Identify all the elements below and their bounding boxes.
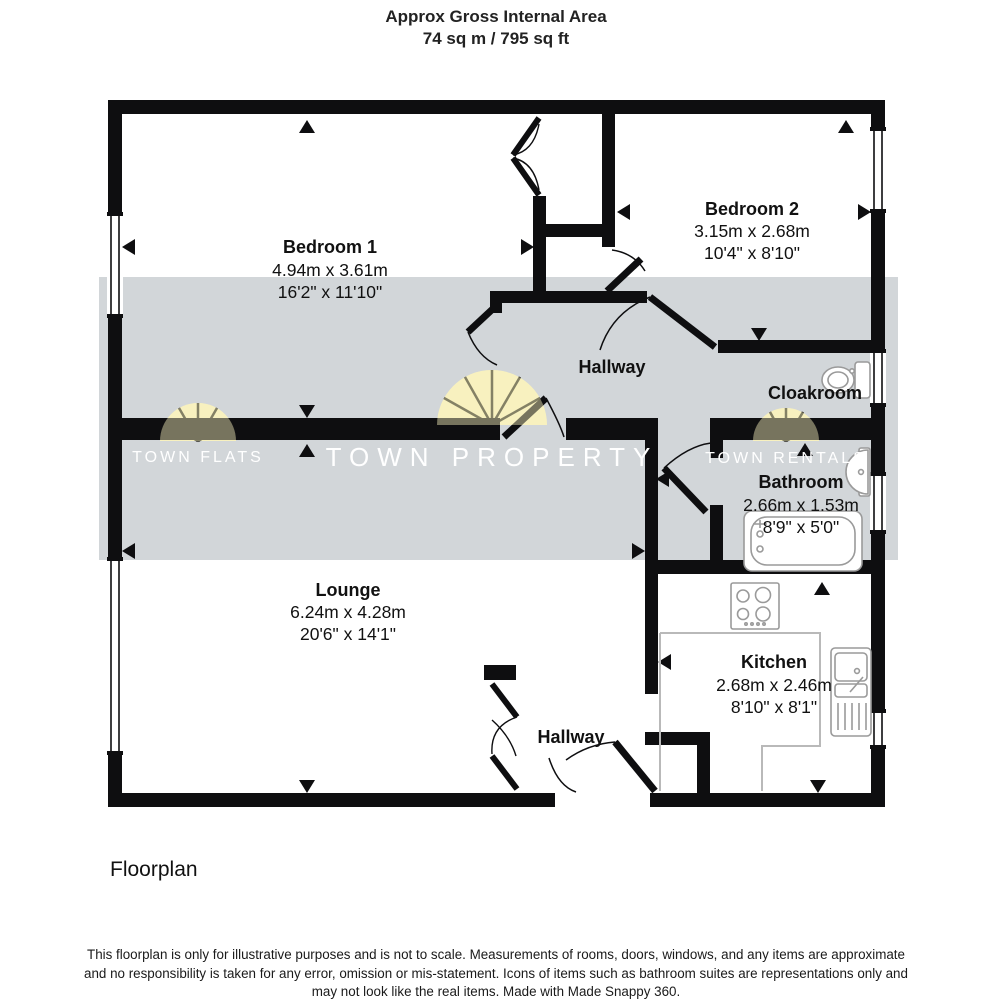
window — [870, 710, 886, 748]
arrow-down — [810, 780, 826, 793]
watermark-town-flats: TOWN FLATS — [132, 449, 264, 466]
room-label-bedroom1: Bedroom 1 — [282, 237, 378, 257]
wall-kitchen-left — [645, 574, 658, 694]
wall-lounge-right-stub — [484, 665, 516, 680]
door-bifold-lounge — [492, 684, 517, 789]
room-dim-metric: 4.94m x 3.61m — [272, 260, 388, 280]
title-line1: Approx Gross Internal Area — [385, 7, 607, 26]
window — [870, 473, 886, 533]
wall-bathroom-left-lower — [710, 505, 723, 560]
room-label-hallway-upper: Hallway — [578, 357, 646, 377]
arrow-left — [122, 239, 135, 255]
room-dim-imperial: 10'4" x 8'10" — [704, 243, 800, 263]
room-dim-imperial: 8'10" x 8'1" — [730, 697, 818, 717]
window — [870, 350, 886, 406]
disclaimer-line1: This floorplan is only for illustrative purposes and is not to scale. Measurements of rooms, doors, windows, and any items are approximate — [87, 947, 905, 962]
room-label-cloakroom: Cloakroom — [767, 383, 863, 403]
room-dim-metric: 3.15m x 2.68m — [694, 221, 810, 241]
floorplan-caption: Floorplan — [110, 858, 198, 881]
arrow-left — [617, 204, 630, 220]
title-line2: 74 sq m / 795 sq ft — [422, 29, 570, 48]
door-entry — [549, 742, 655, 792]
arrow-right — [858, 204, 871, 220]
room-label-lounge: Lounge — [315, 580, 381, 600]
room-dim-imperial: 20'6" x 14'1" — [300, 624, 396, 644]
wall-closet — [536, 224, 615, 237]
room-dim-metric: 6.24m x 4.28m — [290, 602, 406, 622]
arrow-up — [814, 582, 830, 595]
arrow-down — [299, 780, 315, 793]
arrow-up — [299, 120, 315, 133]
watermark-town-rentals: TOWN RENTALS — [705, 450, 867, 467]
room-dim-imperial: 8'9" x 5'0" — [762, 517, 840, 537]
room-dim-imperial: 16'2" x 11'10" — [277, 282, 383, 302]
arrow-up — [838, 120, 854, 133]
room-label-kitchen: Kitchen — [740, 652, 808, 672]
arrow-right — [521, 239, 534, 255]
kitchen-sink-icon — [831, 648, 871, 736]
wall-outer-bottom-left — [108, 793, 555, 807]
window — [107, 213, 123, 317]
watermark-town-property: TOWN PROPERTY — [325, 442, 659, 472]
room-label-bathroom: Bathroom — [758, 472, 844, 492]
door-bifold-bedroom1 — [513, 118, 539, 195]
room-label-hallway-lower: Hallway — [537, 727, 605, 747]
wall-outer-bottom-right — [650, 793, 885, 807]
room-dim-metric: 2.66m x 1.53m — [743, 495, 859, 515]
wall-entry-side — [697, 732, 710, 793]
hob-icon — [731, 583, 779, 629]
wall-bedroom1-right — [533, 196, 546, 295]
room-label-bedroom2: Bedroom 2 — [704, 199, 800, 219]
window — [870, 128, 886, 212]
disclaimer-line3: may not look like the real items. Made with Made Snappy 360. — [311, 984, 681, 999]
wall-main-mid — [566, 418, 658, 440]
wall-cloakroom-top — [718, 340, 885, 353]
wall-outer-top — [108, 100, 885, 114]
window — [107, 558, 123, 754]
room-dim-metric: 2.68m x 2.46m — [716, 675, 832, 695]
disclaimer-text — [0, 946, 992, 1002]
disclaimer-line2: and no responsibility is taken for any error, omission or mis-statement. Icons of items such as bathroom suites are representations only and — [84, 965, 908, 981]
wall-hallway-top — [490, 291, 647, 303]
